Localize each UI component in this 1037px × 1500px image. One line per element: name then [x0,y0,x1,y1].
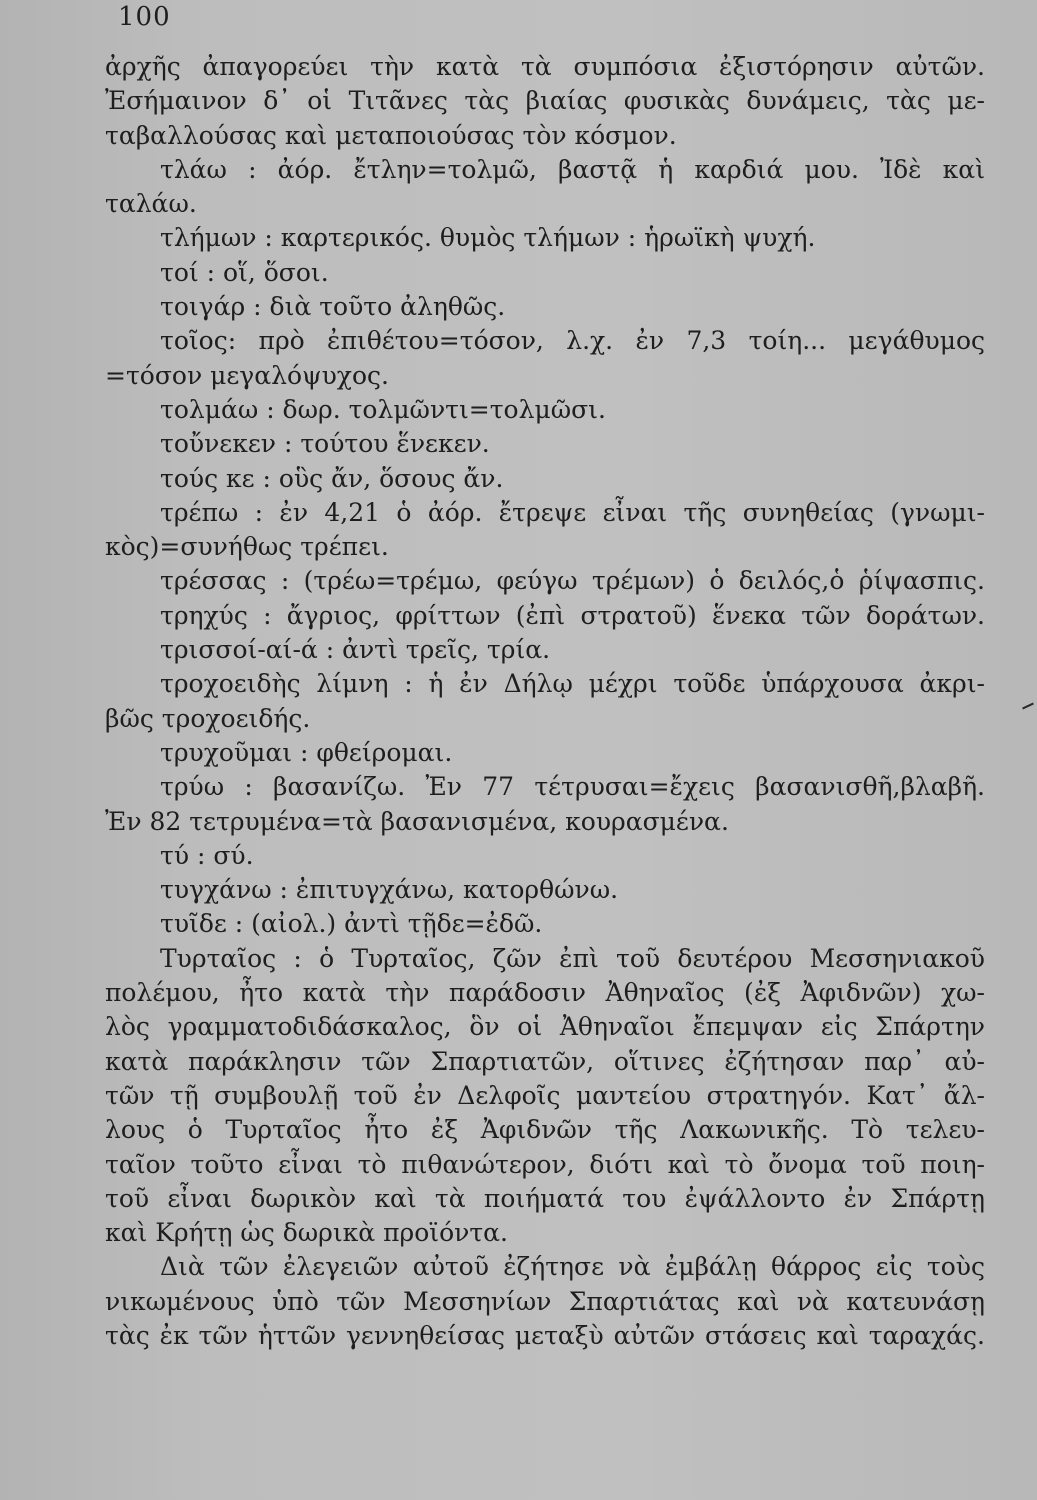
text-line: =τόσον μεγαλόψυχος. [105,360,389,390]
entry-line: τοί : οἵ, ὅσοι. [160,257,329,287]
text-line: ταῖον τοῦτο εἶναι τὸ πιθανώτερον, διότι καὶ τὸ ὄνομα τοῦ ποιη- [105,1149,985,1179]
entry-line: τροχοειδὴς λίμνη : ἡ ἐν Δήλῳ μέχρι τοῦδε ὑπάρχουσα ἀκρι- [160,669,985,699]
text-line: βῶς τροχοειδής. [105,703,311,733]
text-line: Ἐσήμαινον δ᾽ οἱ Τιτᾶνες τὰς βιαίας φυσικὰς δυνάμεις, τὰς με- [105,86,985,116]
text-line: τὰς ἐκ τῶν ἡττῶν γεννηθείσας μεταξὺ αὐτῶν στάσεις καὶ ταραχάς. [105,1320,985,1350]
entry-line: τρύω : βασανίζω. Ἐν 77 τέτρυσαι=ἔχεις βασανισθῆ,βλαβῆ. [160,772,985,802]
entry-line: τρισσοί-αί-ά : ἀντὶ τρεῖς, τρία. [160,635,551,665]
entry-line: τρέσσας : (τρέω=τρέμω, φεύγω τρέμων) ὁ δειλός,ὁ ῥίψασπις. [160,566,985,596]
text-line: πολέμου, ἦτο κατὰ τὴν παράδοσιν Ἀθηναῖος (ἐξ Ἀφιδνῶν) χω- [105,978,985,1008]
text-line: ταλάω. [105,189,197,219]
entry-line: τλήμων : καρτερικός. θυμὸς τλήμων : ἡρωϊκὴ ψυχή. [160,223,816,253]
text-line: κὸς)=συνήθως τρέπει. [105,532,389,562]
glossary-text [105,50,985,1353]
entry-line: τούς κε : οὓς ἄν, ὅσους ἄν. [160,463,504,493]
entry-line: τοῖος: πρὸ ἐπιθέτου=τόσον, λ.χ. ἐν 7,3 τοίη... μεγάθυμος [160,326,985,356]
text-line: καὶ Κρήτῃ ὡς δωρικὰ προϊόντα. [105,1218,508,1248]
page-number: 100 [118,2,171,32]
entry-line: Τυρταῖος : ὁ Τυρταῖος, ζῶν ἐπὶ τοῦ δευτέρου Μεσσηνιακοῦ [160,943,985,973]
margin-mark [1022,703,1034,710]
text-line: λους ὁ Τυρταῖος ἦτο ἐξ Ἀφιδνῶν τῆς Λακωνικῆς. Τὸ τελευ- [105,1115,985,1145]
entry-line: τύ : σύ. [160,840,254,870]
entry-line: τοιγάρ : διὰ τοῦτο ἀληθῶς. [160,292,506,322]
text-line: ταβαλλούσας καὶ μεταποιούσας τὸν κόσμον. [105,120,677,150]
paragraph-start-line: Διὰ τῶν ἐλεγειῶν αὐτοῦ ἐζήτησε νὰ ἐμβάλῃ θάρρος εἰς τοὺς [160,1252,985,1282]
entry-line: τοὔνεκεν : τούτου ἕνεκεν. [160,429,490,459]
entry-line: τυγχάνω : ἐπιτυγχάνω, κατορθώνω. [160,875,619,905]
text-line: ἀρχῆς ἀπαγορεύει τὴν κατὰ τὰ συμπόσια ἐξιστόρησιν αὐτῶν. [105,52,985,81]
text-line: τοῦ εἶναι δωρικὸν καὶ τὰ ποιήματά του ἐψάλλοντο ἐν Σπάρτῃ [105,1183,985,1213]
entry-line: τολμάω : δωρ. τολμῶντι=τολμῶσι. [160,394,606,424]
text-line: νικωμένους ὑπὸ τῶν Μεσσηνίων Σπαρτιάτας καὶ νὰ κατευνάσῃ [105,1286,985,1316]
entry-line: τρυχοῦμαι : φθείρομαι. [160,737,453,767]
text-line: κατὰ παράκλησιν τῶν Σπαρτιατῶν, οἵτινες ἐζήτησαν παρ᾽ αὐ- [105,1046,985,1076]
entry-line: τρηχύς : ἄγριος, φρίττων (ἐπὶ στρατοῦ) ἕνεκα τῶν δοράτων. [160,600,985,630]
text-line: Ἐν 82 τετρυμένα=τὰ βασανισμένα, κουρασμένα. [105,806,729,836]
text-line: λὸς γραμματοδιδάσκαλος, ὃν οἱ Ἀθηναῖοι ἔπεμψαν εἰς Σπάρτην [105,1012,985,1042]
entry-line: τρέπω : ἐν 4,21 ὁ ἀόρ. ἔτρεψε εἶναι τῆς συνηθείας (γνωμι- [160,497,985,527]
entry-line: τλάω : ἀόρ. ἔτλην=τολμῶ, βαστᾷ ἡ καρδιά μου. Ἰδὲ καὶ [160,154,985,184]
entry-line: τυῖδε : (αἰολ.) ἀντὶ τῇδε=ἐδῶ. [160,909,543,939]
text-line: τῶν τῇ συμβουλῇ τοῦ ἐν Δελφοῖς μαντείου στρατηγόν. Κατ᾽ ἄλ- [105,1080,985,1110]
